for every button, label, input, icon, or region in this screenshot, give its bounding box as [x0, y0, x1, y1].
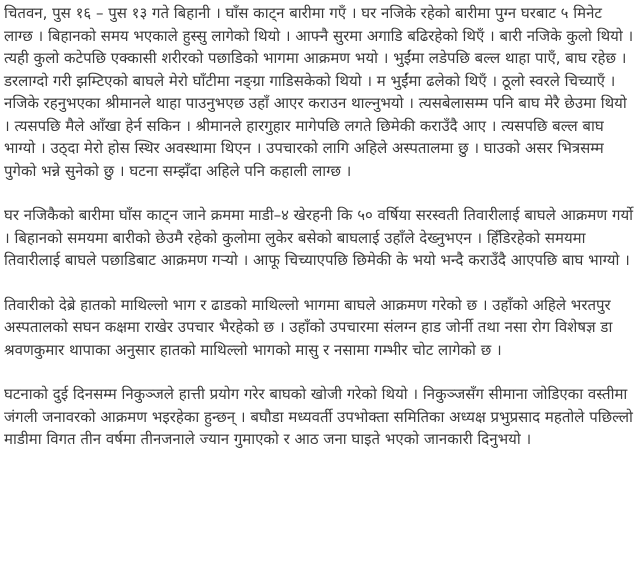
paragraph-4: घटनाको दुई दिनसम्म निकुञ्जले हात्ती प्रयोग गरेर बाघको खोजी गरेको थियो । निकुञ्जसँग सीमाना जोडिएका वस्तीमा जंगली जनावरको आक्रमण भइरहेका हुन्छन् । बघौडा मध्यवर्ती उपभोक्ता समितिका अध्यक्ष प्रभुप्रसाद महतोले पछिल्लो माडीमा विगत तीन वर्षमा तीनजनाले ज्यान गुमाएको र आठ जना घाइते भएको जानकारी दिनुभयो । — [4, 385, 633, 448]
paragraph-2: घर नजिकैको बारीमा घाँस काट्न जाने क्रममा माडी–४ खेरहनी कि ५० वर्षिया सरस्वती तिवारीलाई बाघले आक्रमण गर्यो । बिहानको समयमा बारीको छेउमै रहेको कुलोमा लुकेर बसेको बाघलाई उहाँले देख्नुभएन । हिँडिरहेको समयमा तिवारीलाई बाघले पछाडिबाट आक्रमण गऱ्यो । आफू चिच्याएपछि छिमेकी के भयो भन्दै कराउँदै आएपछि बाघ भाग्यो । — [4, 206, 634, 269]
paragraph-3: तिवारीको देब्रे हातको माथिल्लो भाग र ढाडको माथिल्लो भागमा बाघले आक्रमण गरेको छ । उहाँको अहिले भरतपुर अस्पतालको सघन कक्षमा राखेर उपचार भैरहेको छ । उहाँको उपचारमा संलग्न हाड जोर्नी तथा नसा रोग विशेषज्ञ डा श्रवणकुमार थापाका अनुसार हातको माथिल्लो भागको मासु र नसामा गम्भीर चोट लागेको छ । — [4, 295, 613, 359]
paragraph-1: चितवन, पुस १६ – पुस १३ गते बिहानी । घाँस काट्न बारीमा गएँ । घर नजिके रहेको बारीमा पुग्न घरबाट ५ मिनेट लाग्छ । बिहानको समय भएकाले हुस्सु लागेको थियो । आफ्नै सुरमा अगाडि बढिरहेको थिएँ । बारी नजिके कुलो थियो । त्यही कुलो कटेपछि एक्कासी शरीरको पछाडिको भागमा आक्रमण भयो । भुईंमा लडेपछि बल्ल थाहा पाएँ, बाघ रहेछ । डरलाग्दो गरी झम्टिएको बाघले मेरो घाँटीमा नङ्ग्रा गाडिसकेको थियो । म भुईंमा ढलेको थिएँ । ठूलो स्वरले चिच्याएँ । नजिके रहनुभएका श्रीमानले थाहा पाउनुभएछ उहाँ आएर कराउन थाल्नुभयो । त्यसबेलासम्म पनि बाघ मेरै छेउमा थियो । त्यसपछि मैले आँखा हेर्न सकिन । श्रीमानले हारगुहार मागेपछि लगते छिमेकी कराउँदै आए । त्यसपछि बल्ल बाघ भाग्यो । उठ्दा मेरो होस स्थिर अवस्थामा थिएन । उपचारको लागि अहिले अस्पतालमा छु । घाउको असर भित्रसम्म पुगेको भन्ने सुनेको छु । घटना सम्झँदा अहिले पनि कहाली लाग्छ । — [4, 4, 634, 180]
